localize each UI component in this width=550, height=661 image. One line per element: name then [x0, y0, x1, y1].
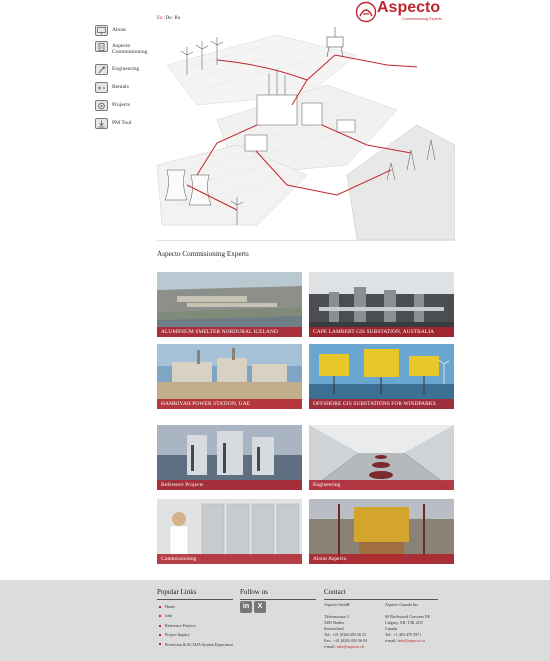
contact-company: Aspecto GmbH — [324, 602, 350, 607]
footer-link-jobs[interactable] — [157, 611, 235, 620]
xing-button[interactable] — [254, 601, 266, 613]
xing-icon: X — [257, 603, 263, 610]
language-selector — [157, 16, 180, 21]
sidebar-item-rentals[interactable] — [95, 82, 129, 100]
sidebar-item-label: Engineering — [112, 66, 140, 72]
divider — [157, 599, 233, 600]
project-tile-cape-lambert[interactable] — [309, 272, 454, 337]
service-tile-engineering[interactable] — [309, 425, 454, 490]
lang-ru[interactable]: Ru — [174, 16, 181, 21]
sidebar-item-label: Aspecto Commissioning — [112, 43, 148, 56]
service-tile-commissioning[interactable] — [157, 499, 302, 564]
popular-links-list — [157, 602, 235, 648]
project-tile-offshore[interactable] — [309, 344, 454, 409]
hero-illustration — [157, 25, 455, 243]
contact-street: Täfernstrasse 2 — [324, 614, 349, 619]
sidebar-item-commissioning[interactable] — [95, 41, 152, 59]
tools-icon — [95, 64, 108, 75]
contact-canada — [385, 602, 453, 644]
bullet-icon — [159, 634, 161, 636]
sidebar-item-projects[interactable] — [95, 100, 130, 118]
contact-city: 5405 Baden — [324, 620, 344, 625]
divider — [324, 599, 438, 600]
tile-caption: HAMRIYAH POWER STATION, UAE — [157, 399, 302, 409]
tile-caption: OFFSHORE GIS SUBSTATIONS FOR WINDPARKS — [309, 399, 454, 409]
link-label: Reference Projects — [165, 622, 196, 628]
contact-company: Aspecto Canada Inc. — [385, 602, 419, 607]
bullet-icon — [159, 625, 161, 627]
contact-switzerland — [324, 602, 384, 650]
contact-country: Canada — [385, 626, 398, 631]
tile-caption: ALUMINIUM SMELTER NORDURAL ICELAND — [157, 327, 302, 337]
logo-name: Aspecto — [377, 0, 441, 16]
sidebar-item-label: About — [112, 27, 126, 33]
contact-country: Switzerland — [324, 626, 344, 631]
tile-caption: About Aspecto — [309, 554, 454, 564]
sidebar-item-engineering[interactable] — [95, 64, 139, 82]
contact-city: Calgary, AB, T3K 2C9 — [385, 620, 423, 625]
project-tile-nordural[interactable] — [157, 272, 302, 337]
plus-minus-icon — [95, 82, 108, 93]
footer-link-home[interactable] — [157, 602, 235, 611]
document-icon — [95, 41, 108, 52]
contact-email-link[interactable]: info@aspecto.ch — [336, 644, 365, 649]
tile-caption: CAPE LAMBERT GIS SUBSTATION, AUSTRALIA — [309, 327, 454, 337]
sidebar-item-label: Rentals — [112, 84, 129, 90]
service-tile-about-aspecto[interactable] — [309, 499, 454, 564]
link-label: Home — [165, 604, 176, 609]
linkedin-icon: in — [242, 603, 250, 610]
sidebar-item-pm-tool[interactable] — [95, 118, 132, 136]
bullet-icon — [159, 606, 161, 608]
social-links — [240, 600, 268, 618]
contact-street: 68 Birchwood Crescent NE — [385, 614, 431, 619]
popular-links-title: Popular Links — [157, 588, 197, 596]
sidebar-item-label: PM Tool — [112, 120, 132, 126]
contact-fax: Fax.: +41 (0)56 493 56 94 — [324, 638, 368, 643]
lang-en[interactable]: En — [157, 16, 163, 21]
linkedin-button[interactable] — [240, 601, 252, 613]
download-icon — [95, 118, 108, 129]
link-label: Project Inquiry — [165, 632, 190, 638]
project-tile-hamriyah[interactable] — [157, 344, 302, 409]
contact-tel: Tel.: +1 403 470 5971 — [385, 632, 422, 637]
section-title: Aspecto Commisioning Experts — [157, 250, 249, 258]
link-label: Protection & SCADA System Experience — [165, 641, 234, 647]
lang-separator: | — [172, 16, 174, 21]
lang-separator: | — [163, 16, 165, 21]
sidebar-item-label: Projects — [112, 102, 131, 108]
divider — [157, 240, 455, 241]
bullet-icon — [159, 615, 161, 617]
footer-link-reference-projects[interactable] — [157, 621, 235, 630]
logo-tagline: Commissioning Experts — [402, 17, 442, 21]
follow-us-title: Follow us — [240, 588, 268, 596]
logo[interactable] — [355, 0, 455, 25]
contact-title: Contact — [324, 588, 346, 596]
contact-email-label: e-mail: — [385, 638, 397, 643]
monitor-icon — [95, 25, 108, 36]
tile-caption: Engineering — [309, 480, 454, 490]
link-label: Jobs — [165, 613, 173, 619]
bullet-icon — [159, 643, 161, 645]
logo-mark-icon — [355, 1, 377, 23]
footer — [0, 580, 550, 661]
service-tile-reference-projects[interactable] — [157, 425, 302, 490]
lang-de[interactable]: De — [165, 16, 172, 21]
circle-icon — [95, 100, 108, 111]
contact-email-link[interactable]: info@aspecto.ca — [397, 638, 425, 643]
tile-caption: Reference Projects — [157, 480, 302, 490]
contact-tel: Tel.: +41 (0)56 493 56 33 — [324, 632, 367, 637]
footer-link-protection-scada[interactable] — [157, 640, 235, 648]
contact-email-label: e-mail: — [324, 644, 336, 649]
tile-caption: Commissioning — [157, 554, 302, 564]
footer-link-project-inquiry[interactable] — [157, 630, 235, 639]
